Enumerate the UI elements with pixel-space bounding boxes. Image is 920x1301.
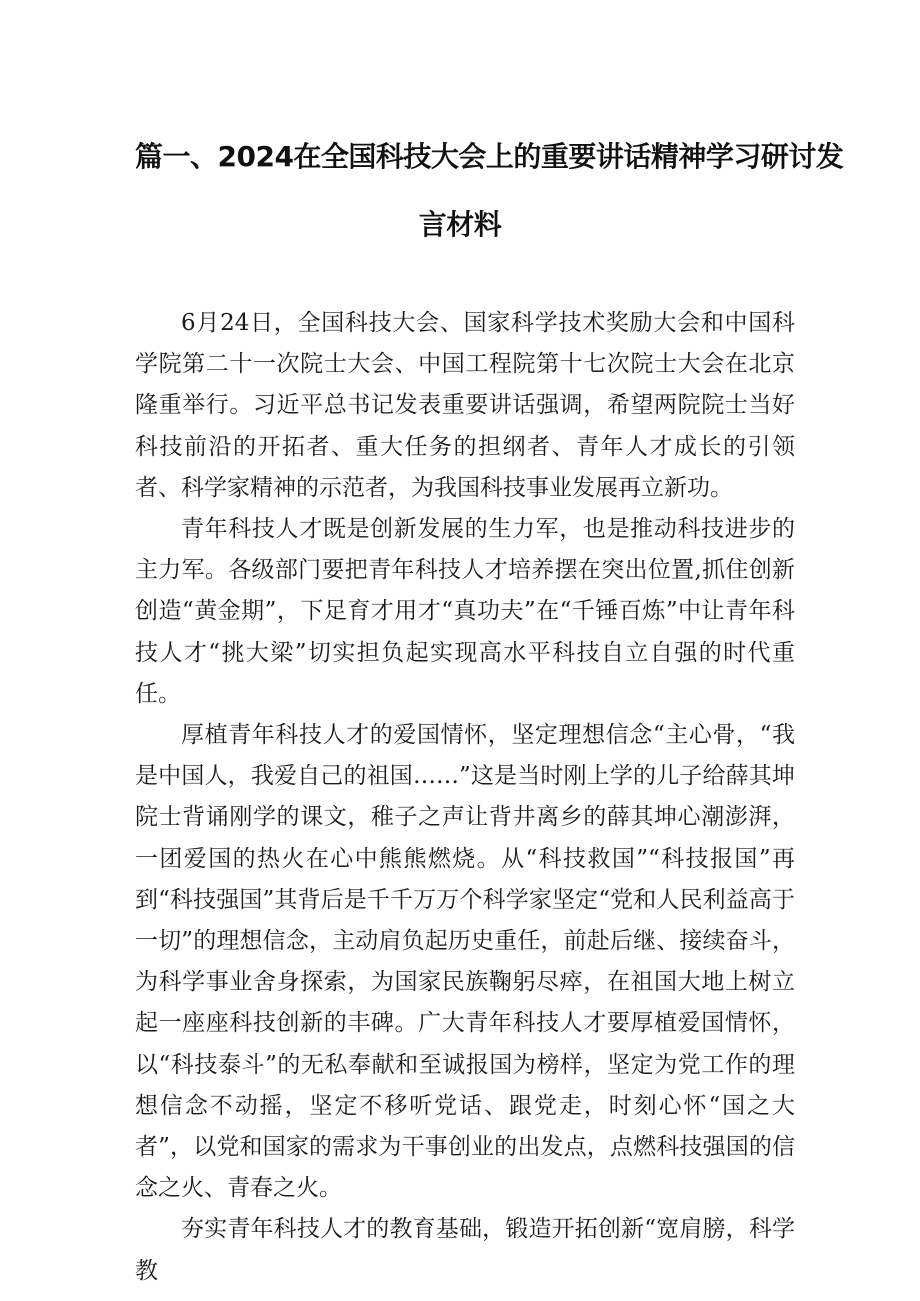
paragraph-2: 青年科技人才既是创新发展的生力军，也是推动科技进步的主力军。各级部门要把青年科技人才培养摆在突出位置,抓住创新创造“黄金期”，下足育才用才“真功夫”在“千锤百炼”中让青年科技人才“挑大梁”切实担负起实现高水平科技自立自强的时代重任。: [135, 516, 795, 707]
paragraph-3: 厚植青年科技人才的爱国情怀，坚定理想信念“主心骨，“我是中国人，我爱自己的祖国……”这是当时刚上学的儿子给薛其坤院士背诵刚学的课文，稚子之声让背井离乡的薛其坤心潮澎湃，一团爱国的热火在心中熊熊燃烧。从“科技救国”“科技报国”再到“科技强国”其背后是千千万万个科学家坚定“党和人民利益高于一切”的理想信念，主动肩负起历史重任，前赴后继、接续奋斗，为科学事业舍身探索，为国家民族鞠躬尽瘁，在祖国大地上树立起一座座科技创新的丰碑。广大青年科技人才要厚植爱国情怀，以“科技泰斗”的无私奉献和至诚报国为榜样，坚定为党工作的理想信念不动摇，坚定不移听党话、跟党走，时刻心怀“国之大者”，以党和国家的需求为干事创业的出发点，点燃科技强国的信念之火、青春之火。: [135, 722, 795, 1202]
document-title-line-1: 篇一、2024在全国科技大会上的重要讲话精神学习研讨发: [135, 140, 844, 173]
paragraph-4: 夯实青年科技人才的教育基础，锻造开拓创新“宽肩膀，科学教: [135, 1216, 795, 1284]
paragraph-1: 6月24日，全国科技大会、国家科学技术奖励大会和中国科学院第二十一次院士大会、中国工程院第十七次院士大会在北京隆重举行。习近平总书记发表重要讲话强调，希望两院院士当好科技前沿的开拓者、重大任务的担纲者、青年人才成长的引领者、科学家精神的示范者，为我国科技事业发展再立新功。: [135, 310, 795, 501]
document-title-line-2: 言材料: [418, 208, 502, 241]
document-body: [135, 303, 795, 1292]
